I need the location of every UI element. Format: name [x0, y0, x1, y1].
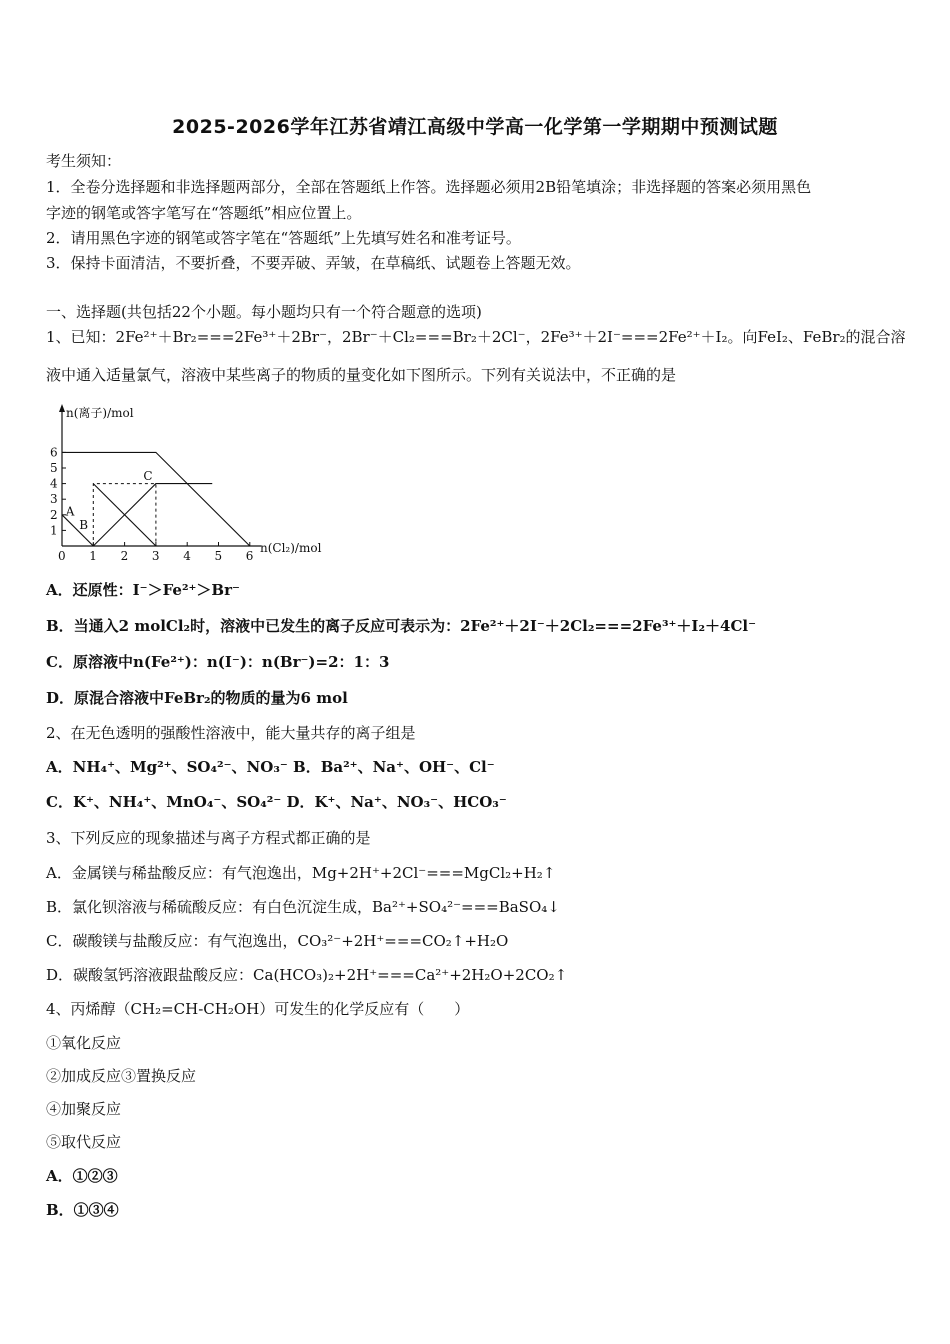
question-4-item: ⑤取代反应 — [46, 1133, 122, 1151]
x-tick-label: 1 — [89, 549, 97, 560]
page-title: 2025-2026学年江苏省靖江高级中学高一化学第一学期期中预测试题 — [172, 116, 778, 138]
notice-item: 3．保持卡面清洁，不要折叠，不要弄破、弄皱，在草稿纸、试题卷上答题无效。 — [46, 254, 581, 272]
question-2-options-cd: C．K⁺、NH₄⁺、MnO₄⁻、SO₄²⁻ D．K⁺、Na⁺、NO₃⁻、HCO₃⁻ — [46, 793, 507, 811]
x-tick-label: 3 — [151, 549, 160, 560]
x-tick-label: 2 — [120, 549, 129, 560]
chart-marks — [50, 445, 253, 560]
y-tick-label: 2 — [50, 507, 58, 522]
annotation-label: C — [143, 468, 153, 483]
chart-axes — [59, 404, 261, 546]
section-heading: 一、选择题(共包括22个小题。每小题均只有一个符合题意的选项) — [46, 303, 482, 321]
question-3-stem: 3、下列反应的现象描述与离子方程式都正确的是 — [46, 829, 371, 847]
notice-item: 1．全卷分选择题和非选择题两部分，全部在答题纸上作答。选择题必须用2B铅笔填涂；非选择题的答案必须用黑色 — [46, 178, 812, 196]
x-tick-label: 6 — [245, 549, 254, 560]
y-tick-label: 3 — [50, 492, 58, 507]
y-tick-label: 1 — [50, 523, 58, 538]
question-3-option-c: C．碳酸镁与盐酸反应：有气泡逸出，CO₃²⁻+2H⁺===CO₂↑+H₂O — [46, 932, 509, 950]
question-1-option-a: A．还原性：I⁻＞Fe²⁺＞Br⁻ — [46, 581, 240, 599]
notice-item: 字迹的钢笔或答字笔写在“答题纸”相应位置上。 — [46, 204, 362, 222]
question-3-option-b: B．氯化钡溶液与稀硫酸反应：有白色沉淀生成，Ba²⁺+SO₄²⁻===BaSO₄↓ — [46, 898, 560, 916]
question-3-option-d: D．碳酸氢钙溶液跟盐酸反应：Ca(HCO₃)₂+2H⁺===Ca²⁺+2H₂O+2CO₂↑ — [46, 966, 568, 984]
question-1-option-d: D．原混合溶液中FeBr₂的物质的量为6 mol — [46, 689, 348, 707]
y-tick-label: 4 — [50, 476, 58, 491]
annotation-label: B — [79, 517, 89, 532]
question-4-stem: 4、丙烯醇（CH₂=CH-CH₂OH）可发生的化学反应有（ ） — [46, 1000, 470, 1018]
question-1-stem: 1、已知：2Fe²⁺＋Br₂===2Fe³⁺＋2Br⁻，2Br⁻＋Cl₂===Br₂＋2Cl⁻，2Fe³⁺＋2I⁻===2Fe²⁺＋I₂。向FeI₂、FeBr₂的混合溶 — [46, 328, 906, 346]
y-tick-label: 6 — [50, 445, 58, 460]
question-1-option-b: B．当通入2 molCl₂时，溶液中已发生的离子反应可表示为：2Fe²⁺＋2I⁻＋2Cl₂===2Fe³⁺＋I₂＋4Cl⁻ — [46, 617, 757, 635]
question-2-stem: 2、在无色透明的强酸性溶液中，能大量共存的离子组是 — [46, 724, 416, 742]
y-axis-arrow — [59, 404, 65, 412]
notice-heading: 考生须知： — [46, 152, 122, 170]
question-1-option-c: C．原溶液中n(Fe²⁺)：n(I⁻)：n(Br⁻)=2：1：3 — [46, 653, 390, 671]
question-4-option-a: A．①②③ — [46, 1167, 118, 1185]
y-tick-label: 5 — [50, 461, 58, 475]
question-4-item: ②加成反应③置换反应 — [46, 1067, 197, 1085]
question-1-stem: 液中通入适量氯气，溶液中某些离子的物质的量变化如下图所示。下列有关说法中，不正确的是 — [46, 366, 677, 384]
x-axis-label: n(Cl₂)/mol — [260, 541, 322, 555]
x-tick-label: 5 — [214, 549, 223, 560]
ion-amount-chart — [46, 398, 346, 560]
question-4-item: ①氧化反应 — [46, 1034, 122, 1052]
question-2-options-ab: A．NH₄⁺、Mg²⁺、SO₄²⁻、NO₃⁻ B．Ba²⁺、Na⁺、OH⁻、Cl⁻ — [46, 758, 495, 776]
annotation-label: A — [65, 504, 75, 519]
question-4-option-b: B．①③④ — [46, 1201, 119, 1219]
x-tick-label: 0 — [58, 549, 66, 560]
question-3-option-a: A．金属镁与稀盐酸反应：有气泡逸出，Mg+2H⁺+2Cl⁻===MgCl₂+H₂↑ — [46, 864, 556, 882]
series-line-A — [62, 515, 93, 546]
y-axis-label: n(离子)/mol — [66, 406, 134, 420]
question-4-item: ④加聚反应 — [46, 1100, 122, 1118]
notice-item: 2．请用黑色字迹的钢笔或答字笔在“答题纸”上先填写姓名和准考证号。 — [46, 229, 521, 247]
x-tick-label: 4 — [183, 549, 191, 560]
